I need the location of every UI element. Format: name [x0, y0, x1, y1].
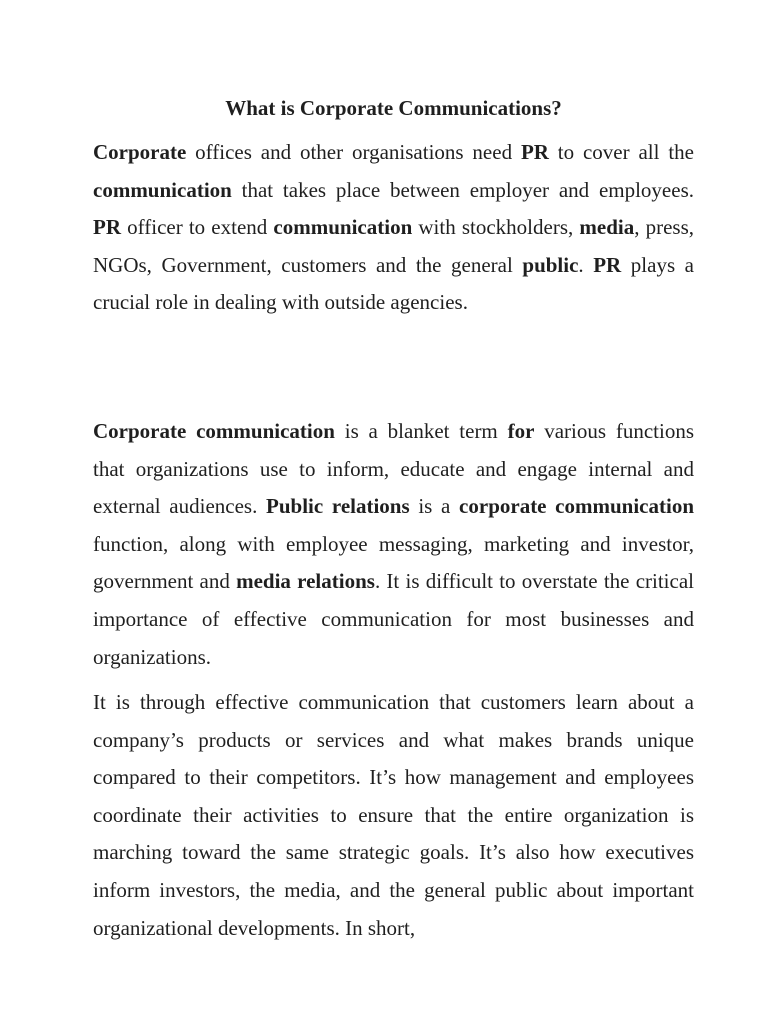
bold-text-segment: PR: [593, 252, 622, 277]
paragraph-2: [93, 413, 694, 676]
text-segment: . It is difficult to overstate the critical importance of effective communication for most businesses and organizations.: [93, 569, 694, 669]
text-segment: is a: [409, 494, 460, 519]
text-segment: various functions that organizations use to inform, educate and engage internal and external audiences.: [93, 419, 694, 519]
document-title: What is Corporate Communications?: [225, 96, 562, 120]
bold-text-segment: corporate communication: [459, 494, 695, 519]
text-segment: function, along with employee messaging, marketing and investor, government and: [93, 531, 694, 594]
text-segment: with stockholders,: [412, 215, 580, 240]
paragraph-3: [93, 684, 694, 947]
text-segment: to cover all the: [548, 140, 694, 164]
text-segment: , press, NGOs, Government, customers and the general: [93, 215, 695, 277]
text-segment: is a blanket term: [334, 419, 508, 443]
bold-text-segment: for: [507, 419, 535, 443]
text-segment: .: [578, 252, 594, 277]
bold-text-segment: communication: [273, 215, 413, 240]
bold-text-segment: Public relations: [266, 494, 410, 519]
bold-text-segment: PR: [93, 215, 121, 240]
text-segment: offices and other organisations need: [186, 140, 521, 164]
bold-text-segment: public: [522, 252, 579, 277]
bold-text-segment: communication: [93, 177, 232, 202]
bold-text-segment: media relations: [236, 569, 375, 594]
bold-text-segment: Corporate communication: [93, 419, 335, 443]
bold-text-segment: media: [579, 215, 635, 240]
paragraph-1: [93, 134, 694, 322]
text-segment: It is through effective communication that customers learn about a company’s products or services and what makes brands unique compared to their competitors. It’s how management and employees coordinate their activities to ensure that the entire organization is marching toward the same strategic goals. It’s also how executives inform investors, the media, and the general public about important organizational developments. In short,: [93, 690, 694, 940]
bold-text-segment: Corporate: [93, 140, 187, 164]
text-segment: that takes place between employer and employees.: [231, 177, 694, 202]
text-segment: plays a crucial role in dealing with outside agencies.: [93, 252, 694, 315]
text-segment: officer to extend: [121, 215, 274, 240]
bold-text-segment: PR: [520, 140, 549, 164]
